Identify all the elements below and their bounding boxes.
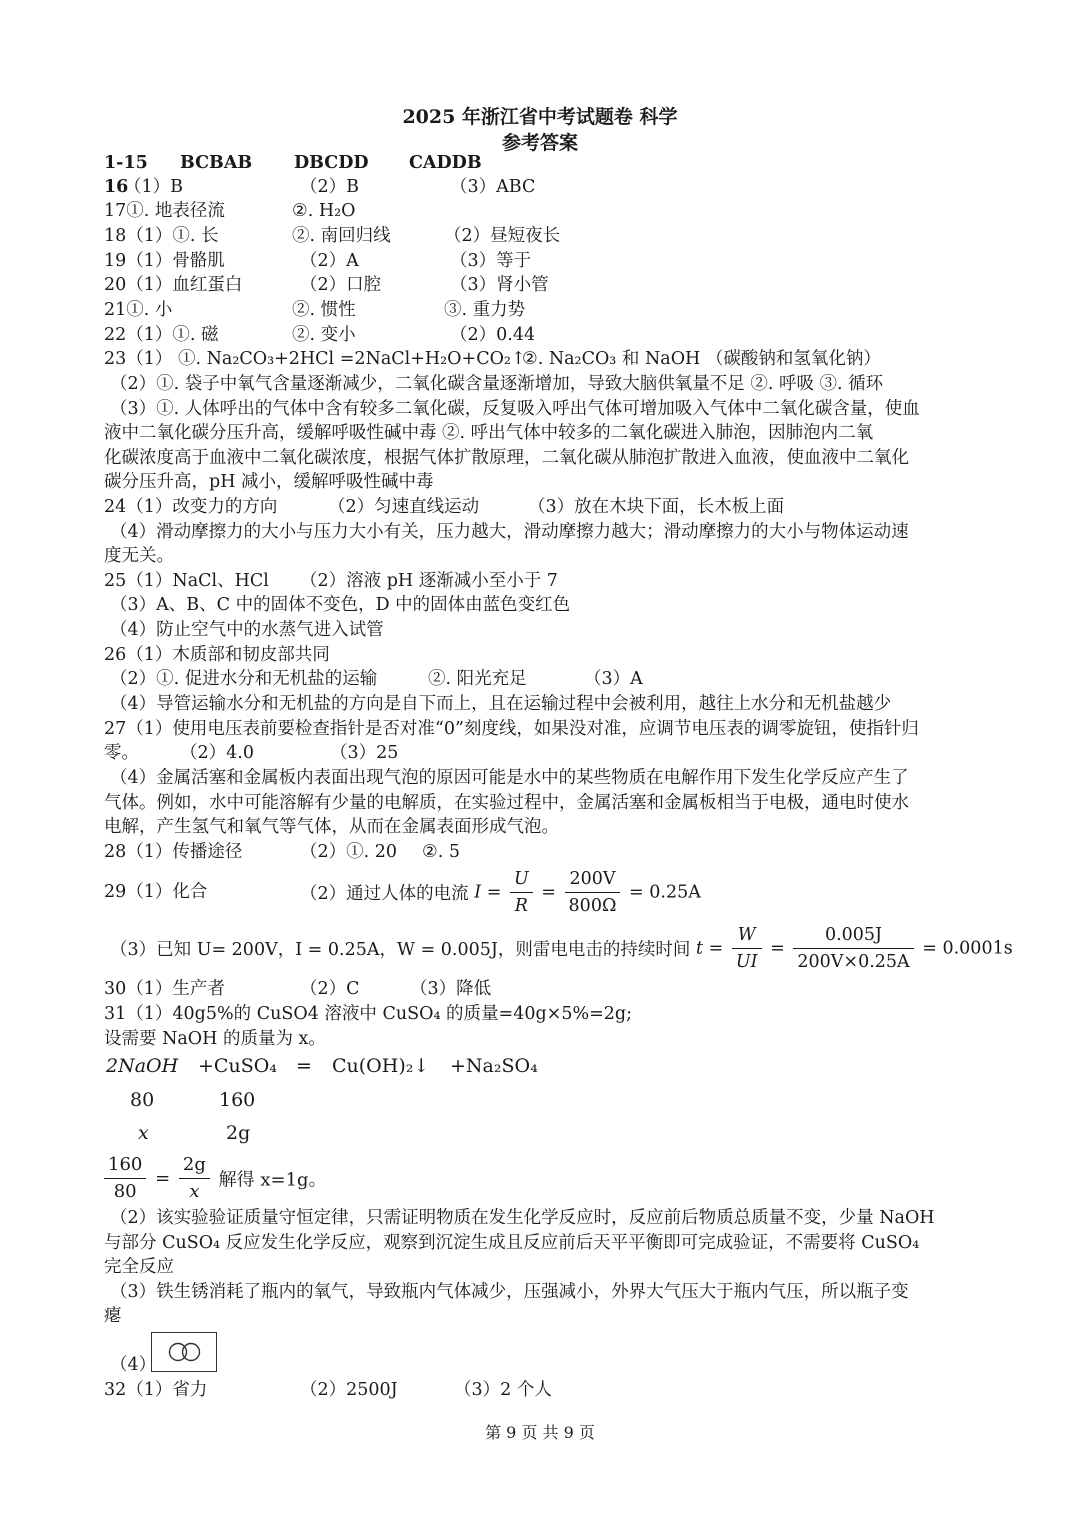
page-footer: 第 9 页 共 9 页 bbox=[485, 1423, 595, 1442]
fraction-values bbox=[793, 922, 913, 975]
formula-result: = 0.0001s bbox=[922, 938, 1013, 959]
answer-part: ②. 南回归线 bbox=[292, 226, 391, 246]
answer-part: ③. 重力势 bbox=[444, 300, 526, 320]
answer-part: ②. Na₂CO₃ 和 NaOH （碳酸钠和氢氧化钠） bbox=[522, 349, 881, 369]
answer-line: 碳分压升高，pH 减小，缓解呼吸性碱中毒 bbox=[104, 472, 434, 492]
answer-part: （2）口腔 bbox=[300, 275, 382, 295]
denominator: R bbox=[514, 896, 528, 916]
answer-part: 17①. 地表径流 bbox=[104, 201, 225, 221]
answer-part: 19（1）骨骼肌 bbox=[104, 251, 225, 271]
known-mass: 2g bbox=[226, 1122, 251, 1144]
answer-part: （2）昼短夜长 bbox=[444, 226, 561, 246]
formula-result: = 0.25A bbox=[629, 882, 701, 903]
answer-line: （4）防止空气中的水蒸气进入试管 bbox=[110, 620, 384, 640]
fraction-160-over-80 bbox=[104, 1152, 146, 1205]
answer-line: 完全反应 bbox=[104, 1257, 174, 1277]
equation-reactant-2: +CuSO₄ bbox=[198, 1055, 277, 1077]
answer-part: 30（1）生产者 bbox=[104, 979, 225, 999]
answer-line: 气体。例如，水中可能溶解有少量的电解质，在实验过程中，金属活塞和金属板相当于电极，通电时使水 bbox=[104, 793, 909, 813]
formula-equals: = bbox=[770, 938, 785, 959]
numerator: 160 bbox=[104, 1152, 146, 1179]
numerator: U bbox=[510, 866, 533, 893]
denominator: 800Ω bbox=[568, 896, 617, 916]
answer-line: 31（1）40g5%的 CuSO4 溶液中 CuSO₄ 的质量=40g×5%=2g; bbox=[104, 1004, 632, 1024]
formula-symbol: t bbox=[695, 938, 704, 959]
answer-line: （3）A、B、C 中的固体不变色，D 中的固体由蓝色变红色 bbox=[110, 595, 571, 615]
answer-line: （2）①. 袋子中氧气含量逐渐减少，二氧化碳含量逐渐增加，导致大脑供氧量不足 ②. 呼吸 ③. 循环 bbox=[110, 374, 884, 394]
answer-part: （2）C bbox=[300, 979, 360, 999]
answer-line: （4）滑动摩擦力的大小与压力大小有关，压力越大，滑动摩擦力越大；滑动摩擦力的大小与物体运动速 bbox=[110, 522, 909, 542]
answer-part: （3）A bbox=[584, 669, 643, 689]
answer-part: ②. H₂O bbox=[292, 201, 356, 221]
denominator: 200V×0.25A bbox=[797, 952, 910, 972]
equation-equals: = bbox=[296, 1055, 312, 1077]
answer-part: 23（1） ①. Na₂CO₃+2HCl =2NaCl+H₂O+CO₂↑ bbox=[104, 349, 526, 369]
equation-reactant-1: 2NaOH bbox=[106, 1055, 179, 1077]
fraction-u-over-r bbox=[510, 866, 533, 919]
formula-symbol: I bbox=[474, 882, 482, 903]
q-number: 16 bbox=[104, 177, 129, 197]
formula-equals: = bbox=[708, 938, 724, 959]
answer-line: 与部分 CuSO₄ 反应发生化学反应，观察到沉淀生成且反应前后天平平衡即可完成验证，不需要将 CuSO₄ bbox=[104, 1233, 920, 1253]
answer-part: ②. 惯性 bbox=[292, 300, 356, 320]
answer-part: 18（1）①. 长 bbox=[104, 226, 219, 246]
answer-part: 零。 bbox=[104, 743, 139, 763]
answer-line: （2）该实验验证质量守恒定律，只需证明物质在发生化学反应时，反应前后物质总质量不变，少量 NaOH bbox=[110, 1208, 935, 1228]
answer-part: 20（1）血红蛋白 bbox=[104, 275, 243, 295]
formula-equals: = bbox=[486, 882, 502, 903]
answer-part: （2）B bbox=[300, 177, 359, 197]
answer-part: 29（1）化合 bbox=[104, 882, 208, 902]
answer-part: （2）A bbox=[300, 251, 359, 271]
unknown-mass: x bbox=[138, 1122, 149, 1144]
answer-line: 设需要 NaOH 的质量为 x。 bbox=[104, 1029, 326, 1049]
fraction-w-over-ui bbox=[732, 922, 762, 975]
answer-part: （2）0.44 bbox=[450, 325, 536, 345]
answer-part: （3）降低 bbox=[410, 979, 492, 999]
answer-part: 32（1）省力 bbox=[104, 1380, 208, 1400]
current-formula bbox=[300, 866, 701, 919]
formula-equals: = bbox=[541, 882, 556, 903]
answer-part: （3）2 个人 bbox=[454, 1380, 552, 1400]
formula-text: （2）通过人体的电流 bbox=[300, 884, 469, 904]
answer-part: ②. 阳光充足 bbox=[428, 669, 527, 689]
answer-part: （3）肾小管 bbox=[450, 275, 549, 295]
answer-part: ②. 变小 bbox=[292, 325, 356, 345]
answer-part: （2）①. 促进水分和无机盐的运输 bbox=[110, 669, 378, 689]
answer-part: （2）4.0 bbox=[180, 743, 254, 763]
numerator: 200V bbox=[565, 866, 621, 893]
denominator: x bbox=[189, 1181, 200, 1202]
formula-equals: = bbox=[155, 1168, 171, 1189]
fraction-values bbox=[565, 866, 621, 919]
two-circles-icon bbox=[152, 1333, 216, 1371]
formula-result: 解得 x=1g。 bbox=[218, 1169, 327, 1191]
answer-line: （4） bbox=[110, 1355, 157, 1375]
answer-line: （4）导管运输水分和无机盐的方向是自下而上，且在运输过程中会被利用，越往上水分和无机盐越少 bbox=[110, 694, 892, 714]
answer-part: 21①. 小 bbox=[104, 300, 173, 320]
relative-mass-cuso4: 160 bbox=[219, 1089, 256, 1111]
answer-line: （3）铁生锈消耗了瓶内的氧气，导致瓶内气体减少，压强减小，外界大气压大于瓶内气压，所以瓶子变 bbox=[110, 1282, 909, 1302]
answer-line: （3）①. 人体呼出的气体中含有较多二氧化碳，反复吸入呼出气体可增加吸入气体中二氧化碳含量，使血 bbox=[110, 399, 920, 419]
answer-line: 化碳浓度高于血液中二氧化碳浓度，根据气体扩散原理，二氧化碳从肺泡扩散进入血液，使血液中二氧化 bbox=[104, 448, 909, 468]
denominator: UI bbox=[735, 952, 758, 972]
answer-part: （3）放在木块下面，长木板上面 bbox=[528, 497, 785, 517]
answer-part: （2）①. 20 bbox=[300, 842, 398, 862]
numerator: 0.005J bbox=[793, 922, 913, 949]
relative-mass-naoh: 80 bbox=[130, 1089, 155, 1111]
answer-line: 度无关。 bbox=[104, 546, 174, 566]
answer-part: （2）溶液 pH 逐渐减小至小于 7 bbox=[300, 571, 558, 591]
q-number: 1-15 bbox=[104, 153, 148, 173]
answer-group-2: DBCDD bbox=[294, 153, 369, 173]
answer-part: （3）ABC bbox=[450, 177, 536, 197]
page-title: 2025 年浙江省中考试题卷 科学 bbox=[402, 106, 678, 128]
answer-line: 电解，产生氢气和氧气等气体，从而在金属表面形成气泡。 bbox=[104, 817, 559, 837]
formula-text: （3）已知 U= 200V，I = 0.25A，W = 0.005J，则雷电电击的持续时间 bbox=[110, 940, 691, 960]
answer-line: （4）金属活塞和金属板内表面出现气泡的原因可能是水中的某些物质在电解作用下发生化学反应产生了 bbox=[110, 768, 909, 788]
answer-part: （2）2500J bbox=[300, 1380, 398, 1400]
answer-line: 27（1）使用电压表前要检查指针是否对准“0”刻度线，如果没对准，应调节电压表的调零旋钮，使指针归 bbox=[104, 719, 919, 739]
numerator: W bbox=[732, 922, 762, 949]
answer-diagram-box bbox=[151, 1332, 217, 1372]
page-subtitle: 参考答案 bbox=[501, 132, 578, 154]
answer-part: ②. 5 bbox=[422, 842, 460, 862]
numerator: 2g bbox=[179, 1152, 210, 1179]
answer-line: 液中二氧化碳分压升高，缓解呼吸性碱中毒 ②. 呼出气体中较多的二氧化碳进入肺泡，因肺泡内二氧 bbox=[104, 423, 874, 443]
equation-product-1: Cu(OH)₂↓ bbox=[332, 1055, 430, 1077]
duration-formula bbox=[110, 922, 1013, 975]
equation-product-2: +Na₂SO₄ bbox=[450, 1055, 538, 1077]
answer-line: 26（1）木质部和韧皮部共同 bbox=[104, 645, 330, 665]
answer-part: 22（1）①. 磁 bbox=[104, 325, 219, 345]
answer-part: 28（1）传播途径 bbox=[104, 842, 243, 862]
answer-part: （2）匀速直线运动 bbox=[328, 497, 480, 517]
answer-part: 25（1）NaCl、HCl bbox=[104, 571, 269, 591]
answer-part: 24（1）改变力的方向 bbox=[104, 497, 278, 517]
fraction-2g-over-x bbox=[179, 1152, 210, 1205]
answer-part: （3）25 bbox=[330, 743, 399, 763]
answer-line: 瘪 bbox=[104, 1306, 122, 1326]
answer-group-1: BCBAB bbox=[180, 153, 253, 173]
proportion-formula bbox=[104, 1152, 327, 1205]
answer-part: （3）等于 bbox=[450, 251, 532, 271]
answer-part: （1）B bbox=[124, 177, 183, 197]
answer-group-3: CADDB bbox=[409, 153, 482, 173]
denominator: 80 bbox=[113, 1181, 137, 1202]
